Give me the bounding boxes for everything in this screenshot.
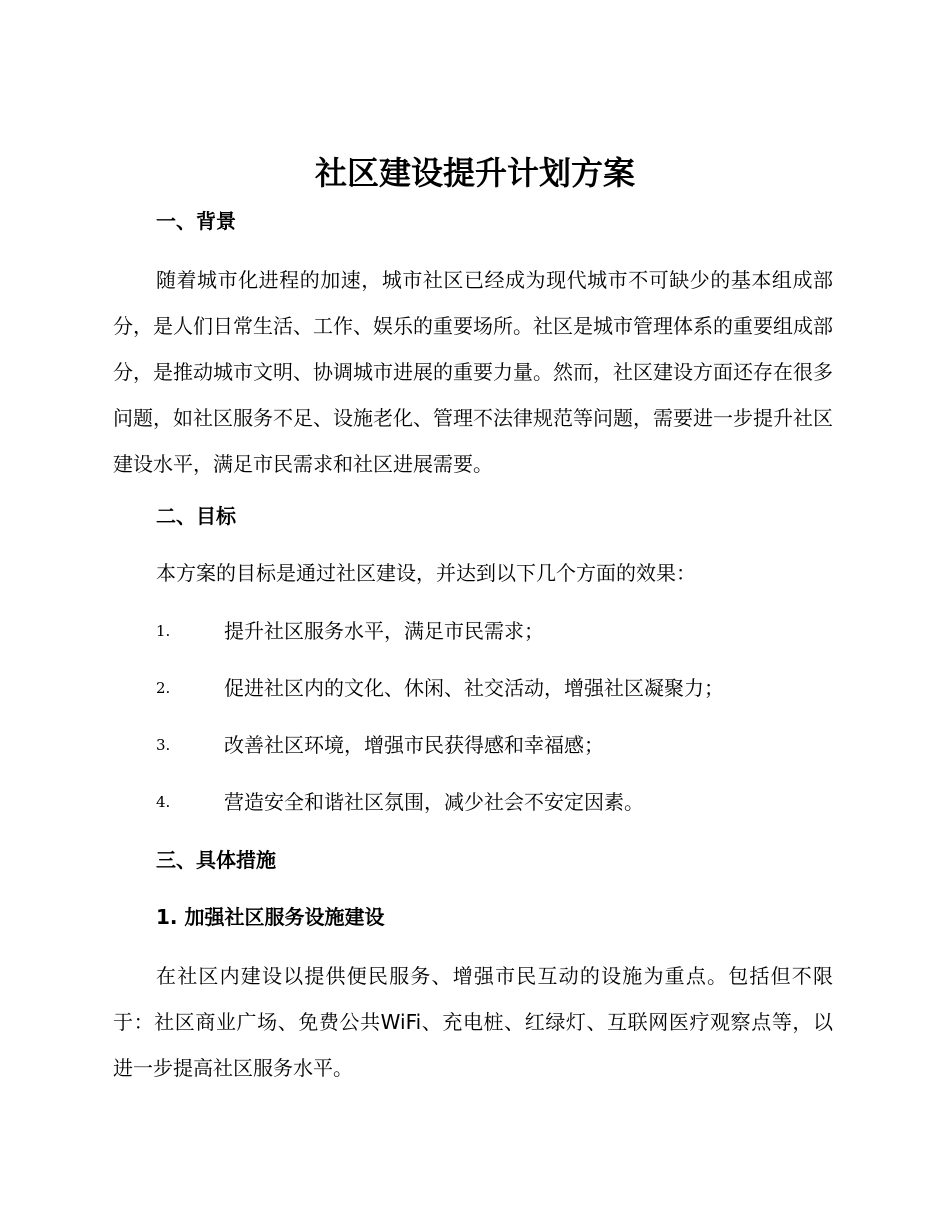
list-number: 1.: [156, 622, 171, 640]
section-heading-goals: 二、目标: [156, 504, 236, 528]
section-heading-background: 一、背景: [156, 209, 236, 233]
goals-intro: 本方案的目标是通过社区建设，并达到以下几个方面的效果：: [156, 561, 696, 585]
measures-paragraph: 在社区内建设以提供便民服务、增强市民互动的设施为重点。包括但不限于：社区商业广场、免费公共WiFi、充电桩、红绿灯、互联网医疗观察点等，以进一步提高社区服务水平。: [113, 964, 833, 1080]
document-title: 社区建设提升计划方案: [314, 154, 635, 192]
goal-list-item: [156, 673, 836, 703]
background-paragraph: 随着城市化进程的加速，城市社区已经成为现代城市不可缺少的基本组成部分，是人们日常生活、工作、娱乐的重要场所。社区是城市管理体系的重要组成部分，是推动城市文明、协调城市进展的重要力量。然而，社区建设方面还存在很多问题，如社区服务不足、设施老化、管理不法律规范等问题，需要进一步提升社区建设水平，满足市民需求和社区进展需要。: [113, 268, 833, 476]
goal-list-item: [156, 616, 836, 646]
list-text: 提升社区服务水平，满足市民需求；: [224, 619, 544, 643]
list-number: 3.: [156, 736, 171, 754]
list-number: 4.: [156, 793, 171, 811]
list-text: 营造安全和谐社区氛围，减少社会不安定因素。: [224, 790, 644, 814]
list-number: 2.: [156, 679, 171, 697]
list-text: 改善社区环境，增强市民获得感和幸福感；: [224, 733, 604, 757]
goal-list-item: [156, 730, 836, 760]
goal-list-item: [156, 787, 836, 817]
section-heading-measures: 三、具体措施: [156, 848, 276, 872]
list-text: 促进社区内的文化、休闲、社交活动，增强社区凝聚力；: [224, 676, 724, 700]
subheading-service-facilities: 1. 加强社区服务设施建设: [156, 905, 385, 929]
